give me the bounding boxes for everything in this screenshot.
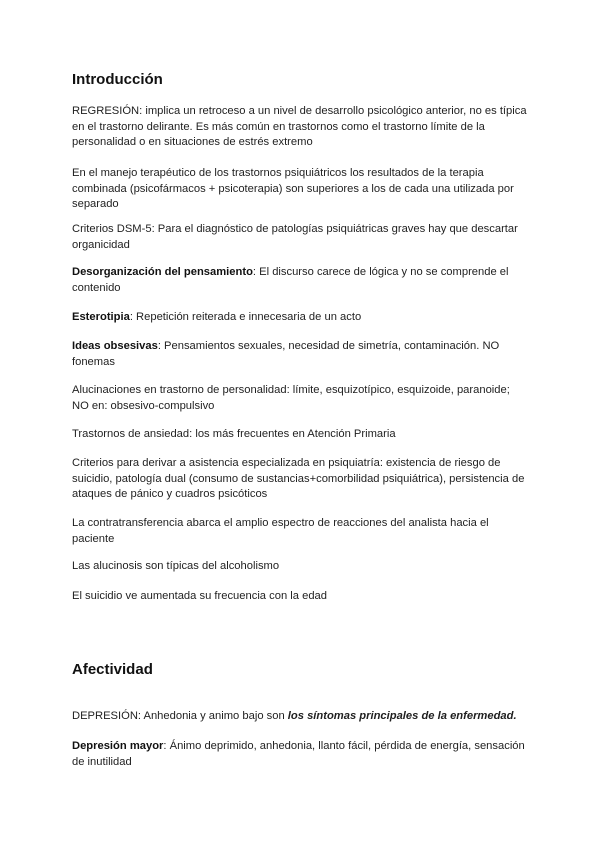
paragraph-contratransferencia: La contratransferencia abarca el amplio espectro de reacciones del analista hacia el paciente bbox=[72, 517, 489, 545]
paragraph-alucinaciones: Alucinaciones en trastorno de personalidad: límite, esquizotípico, esquizoide, paranoide; NO en: obsesivo-compulsivo bbox=[72, 384, 510, 412]
term-ideas-obsesivas: Ideas obsesivas bbox=[72, 340, 158, 352]
definition-esterotipia: : Repetición reiterada e innecesaria de un acto bbox=[129, 311, 362, 323]
term-desorganizacion: Desorganización del pensamiento bbox=[72, 266, 253, 278]
paragraph-depresion bbox=[72, 709, 528, 725]
definition-desorganizacion: : El discurso carece de lógica y no se comprende el contenido bbox=[72, 266, 509, 294]
paragraph-criterios-derivar: Criterios para derivar a asistencia especializada en psiquiatría: existencia de riesgo de suicidio, patología dual (consumo de sustancias+comorbilidad psiquiátrica), persistencia de ataques de pánico y cuadros psicóticos bbox=[72, 457, 525, 500]
paragraph-suicidio: El suicidio ve aumentada su frecuencia con la edad bbox=[72, 590, 327, 602]
term-esterotipia: Esterotipia bbox=[72, 311, 130, 323]
paragraph-esterotipia bbox=[72, 310, 528, 326]
paragraph-desorganizacion bbox=[72, 265, 528, 296]
depresion-emphasis: los síntomas principales de la enfermedad. bbox=[287, 710, 517, 722]
section-title-introduccion: Introducción bbox=[72, 71, 163, 88]
paragraph-ideas-obsesivas bbox=[72, 339, 528, 370]
definition-ideas-obsesivas: : Pensamientos sexuales, necesidad de simetría, contaminación. NO fonemas bbox=[72, 340, 500, 368]
paragraph-terapia-combinada: En el manejo terapéutico de los trastornos psiquiátricos los resultados de la terapia combinada (psicofármacos + psicoterapia) son superiores a los de cada una utilizada por separado bbox=[72, 167, 514, 210]
definition-depresion-mayor: : Ánimo deprimido, anhedonia, llanto fácil, pérdida de energía, sensación de inutilidad bbox=[72, 740, 525, 768]
paragraph-depresion-mayor bbox=[72, 739, 528, 770]
paragraph-regresion: REGRESIÓN: implica un retroceso a un nivel de desarrollo psicológico anterior, no es típica en el trastorno delirante. Es más común en trastornos como el trastorno límite de la personalidad o en situaciones de estrés extremo bbox=[72, 105, 527, 148]
section-title-afectividad: Afectividad bbox=[72, 661, 153, 678]
paragraph-trastornos-ansiedad: Trastornos de ansiedad: los más frecuentes en Atención Primaria bbox=[72, 428, 396, 440]
paragraph-criterios-dsm5: Criterios DSM-5: Para el diagnóstico de patologías psiquiátricas graves hay que descartar organicidad bbox=[72, 223, 518, 251]
paragraph-alucinosis: Las alucinosis son típicas del alcoholismo bbox=[72, 560, 280, 572]
term-depresion-mayor: Depresión mayor bbox=[72, 740, 164, 752]
depresion-lead: DEPRESIÓN: Anhedonia y animo bajo son bbox=[72, 710, 288, 722]
